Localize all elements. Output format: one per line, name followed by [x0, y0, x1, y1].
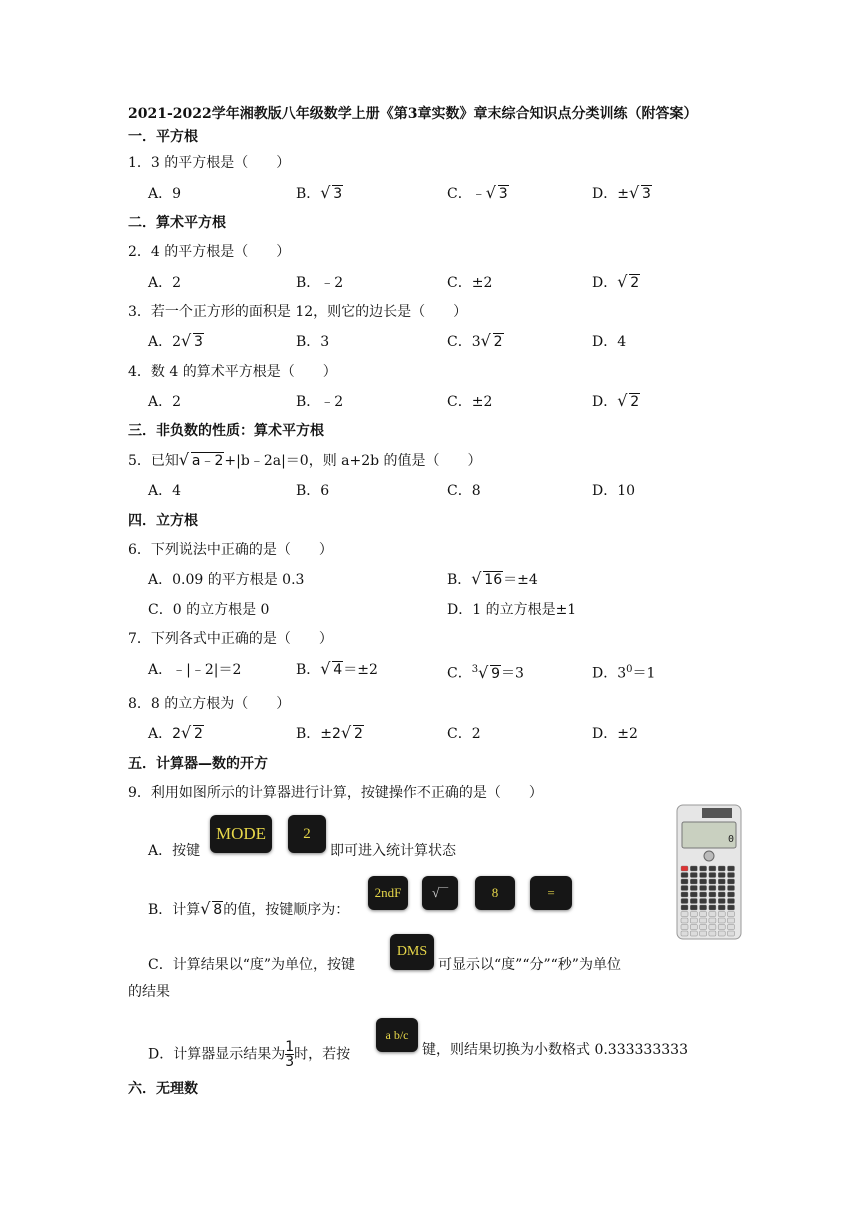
q2-option-a: A．2 [148, 275, 182, 291]
calculator-key [690, 912, 697, 917]
q7-option-d: D．$3^0=1$ [592, 664, 656, 682]
calculator-key [728, 879, 735, 884]
calculator-key [709, 912, 716, 917]
q5-option-a: A．4 [148, 483, 182, 499]
key-8: 8 [475, 876, 515, 910]
question-5-stem: 5．已知√ a﹣2+|b﹣2a|＝0，则 a+2b 的值是（ ） [128, 451, 482, 471]
q8-option-d: D．±2 [592, 726, 638, 742]
section-heading-3: 三．非负数的性质：算术平方根 [128, 423, 324, 439]
q4-option-a: A．2 [148, 394, 182, 410]
calculator-key [709, 899, 716, 904]
calculator-key [709, 866, 716, 871]
calculator-key [709, 905, 716, 910]
calculator-key [728, 892, 735, 897]
calculator-key [700, 892, 707, 897]
q9-option-c: C．计算结果以“度”为单位，按键 [148, 957, 356, 973]
calculator-key [690, 918, 697, 923]
question-1-stem: 1．3 的平方根是（ ） [128, 155, 291, 171]
q5-option-b: B．6 [296, 483, 330, 499]
q7-option-c: C．$^3$√ 9＝3 [447, 660, 524, 684]
section-heading-5: 五．计算器—数的开方 [128, 756, 268, 772]
calculator-key [700, 866, 707, 871]
calculator-key [728, 873, 735, 878]
calculator-key [681, 899, 688, 904]
calculator-key [690, 879, 697, 884]
section-heading-1: 一．平方根 [128, 129, 198, 145]
question-9-stem: 9．利用如图所示的计算器进行计算，按键操作不正确的是（ ） [128, 785, 543, 801]
calculator-key [728, 918, 735, 923]
calculator-key [700, 873, 707, 878]
question-7-stem: 7．下列各式中正确的是（ ） [128, 631, 333, 647]
q5-option-c: C．8 [447, 483, 481, 499]
section-heading-6: 六．无理数 [128, 1081, 198, 1097]
q1-option-c: C．﹣√ 3 [447, 184, 509, 204]
calculator-key [690, 892, 697, 897]
q2-option-c: C．±2 [447, 275, 493, 291]
calculator-key [709, 925, 716, 930]
q8-option-a: A．2√ 2 [148, 724, 204, 744]
calculator-key [690, 866, 697, 871]
calculator-key [728, 905, 735, 910]
calculator-key [709, 873, 716, 878]
calculator-key [681, 879, 688, 884]
q3-option-c: C．3√ 2 [447, 332, 504, 352]
question-8-stem: 8．8 的立方根为（ ） [128, 696, 291, 712]
q8-option-b: B．±2√ 2 [296, 724, 364, 744]
calculator-key [718, 899, 725, 904]
q1-option-d: D．±√ 3 [592, 184, 652, 204]
q9-option-a-pre: A．按键 [148, 843, 201, 859]
calculator-key [709, 892, 716, 897]
q9-option-a-post: 即可进入统计算状态 [330, 843, 456, 859]
calculator-key [718, 912, 725, 917]
calculator-key [690, 925, 697, 930]
calculator-key [709, 931, 716, 936]
calculator-key [709, 918, 716, 923]
calculator-key [681, 873, 688, 878]
q9-option-c-post: 可显示以“度”“分”“秒”为单位 [438, 957, 621, 973]
q4-option-b: B．﹣2 [296, 394, 344, 410]
calculator-key [718, 866, 725, 871]
key-2: 2 [288, 815, 326, 853]
fraction-key: a b/c [376, 1018, 418, 1052]
calculator-key [718, 905, 725, 910]
calculator-key [690, 905, 697, 910]
q4-option-c: C．±2 [447, 394, 493, 410]
question-3-stem: 3．若一个正方形的面积是 12，则它的边长是（ ） [128, 304, 468, 320]
dms-key: DMS [390, 934, 434, 970]
calculator-key [690, 899, 697, 904]
calculator-key [690, 886, 697, 891]
calculator-key [681, 886, 688, 891]
q3-option-a: A．2√ 3 [148, 332, 204, 352]
q1-option-a: A．9 [148, 186, 182, 202]
calculator-key [728, 925, 735, 930]
section-heading-2: 二．算术平方根 [128, 215, 226, 231]
q7-option-a: A．﹣|﹣2|＝2 [148, 662, 242, 678]
q2-option-b: B．﹣2 [296, 275, 344, 291]
equals-key: = [530, 876, 572, 910]
section-heading-4: 四．立方根 [128, 513, 198, 529]
q2-option-d: D．√ 2 [592, 273, 640, 293]
calculator-key [709, 886, 716, 891]
fraction-one-third: $\frac{1}{3}$ [285, 1039, 295, 1070]
calculator-key [728, 886, 735, 891]
calculator-key [681, 905, 688, 910]
calculator-key [681, 918, 688, 923]
calculator-key [718, 931, 725, 936]
calculator-key [700, 912, 707, 917]
calculator-key [728, 899, 735, 904]
calculator-key [700, 879, 707, 884]
mode-key: MODE [210, 815, 272, 853]
q4-option-d: D．√ 2 [592, 392, 640, 412]
sqrt-key: √‾‾ [422, 876, 458, 910]
document-title: 2021-2022学年湘教版八年级数学上册《第3章实数》章末综合知识点分类训练（附答案） [128, 106, 698, 122]
calculator-display: 0 [728, 834, 735, 845]
calculator-key [700, 886, 707, 891]
calculator-key [718, 879, 725, 884]
calculator-key [718, 892, 725, 897]
calculator-key [690, 873, 697, 878]
q9-option-d: D．计算器显示结果为 $\frac{1}{3}$ 时，若按 [148, 1039, 351, 1070]
q9-option-d-post: 键，则结果切换为小数格式 0.333333333 [422, 1042, 688, 1058]
calculator-key [728, 866, 735, 871]
calculator-key [700, 918, 707, 923]
calculator-key [718, 918, 725, 923]
q5-option-d: D．10 [592, 483, 636, 499]
calculator-key [681, 931, 688, 936]
calculator-key [681, 866, 688, 871]
calculator-key [728, 912, 735, 917]
q6-option-c: C．0 的立方根是 0 [148, 602, 270, 618]
calculator-key [700, 925, 707, 930]
q9-option-c-continued: 的结果 [128, 984, 170, 1000]
q6-option-b: B．√ 16＝±4 [447, 570, 538, 590]
q3-option-d: D．4 [592, 334, 627, 350]
question-4-stem: 4．数 4 的算术平方根是（ ） [128, 364, 337, 380]
q3-option-b: B．3 [296, 334, 330, 350]
q9-option-b: B．计算√ 8的值，按键顺序为： [148, 900, 349, 920]
calculator-key [718, 873, 725, 878]
calculator-icon [676, 804, 742, 940]
calculator-key [690, 931, 697, 936]
q6-option-d: D．1 的立方根是±1 [447, 602, 577, 618]
2ndf-key: 2ndF [368, 876, 408, 910]
calculator-key [700, 905, 707, 910]
q8-option-c: C．2 [447, 726, 481, 742]
calculator-key [700, 931, 707, 936]
calculator-key [718, 925, 725, 930]
question-6-stem: 6．下列说法中正确的是（ ） [128, 542, 333, 558]
calculator-key [718, 886, 725, 891]
question-2-stem: 2．4 的平方根是（ ） [128, 244, 291, 260]
calculator-key [728, 931, 735, 936]
calculator-key [681, 925, 688, 930]
calculator-key [681, 912, 688, 917]
calculator-key [700, 899, 707, 904]
q6-option-a: A．0.09 的平方根是 0.3 [148, 572, 305, 588]
calculator-key [681, 892, 688, 897]
q1-option-b: B．√ 3 [296, 184, 343, 204]
calculator-key [709, 879, 716, 884]
q7-option-b: B．√ 4＝±2 [296, 660, 378, 680]
